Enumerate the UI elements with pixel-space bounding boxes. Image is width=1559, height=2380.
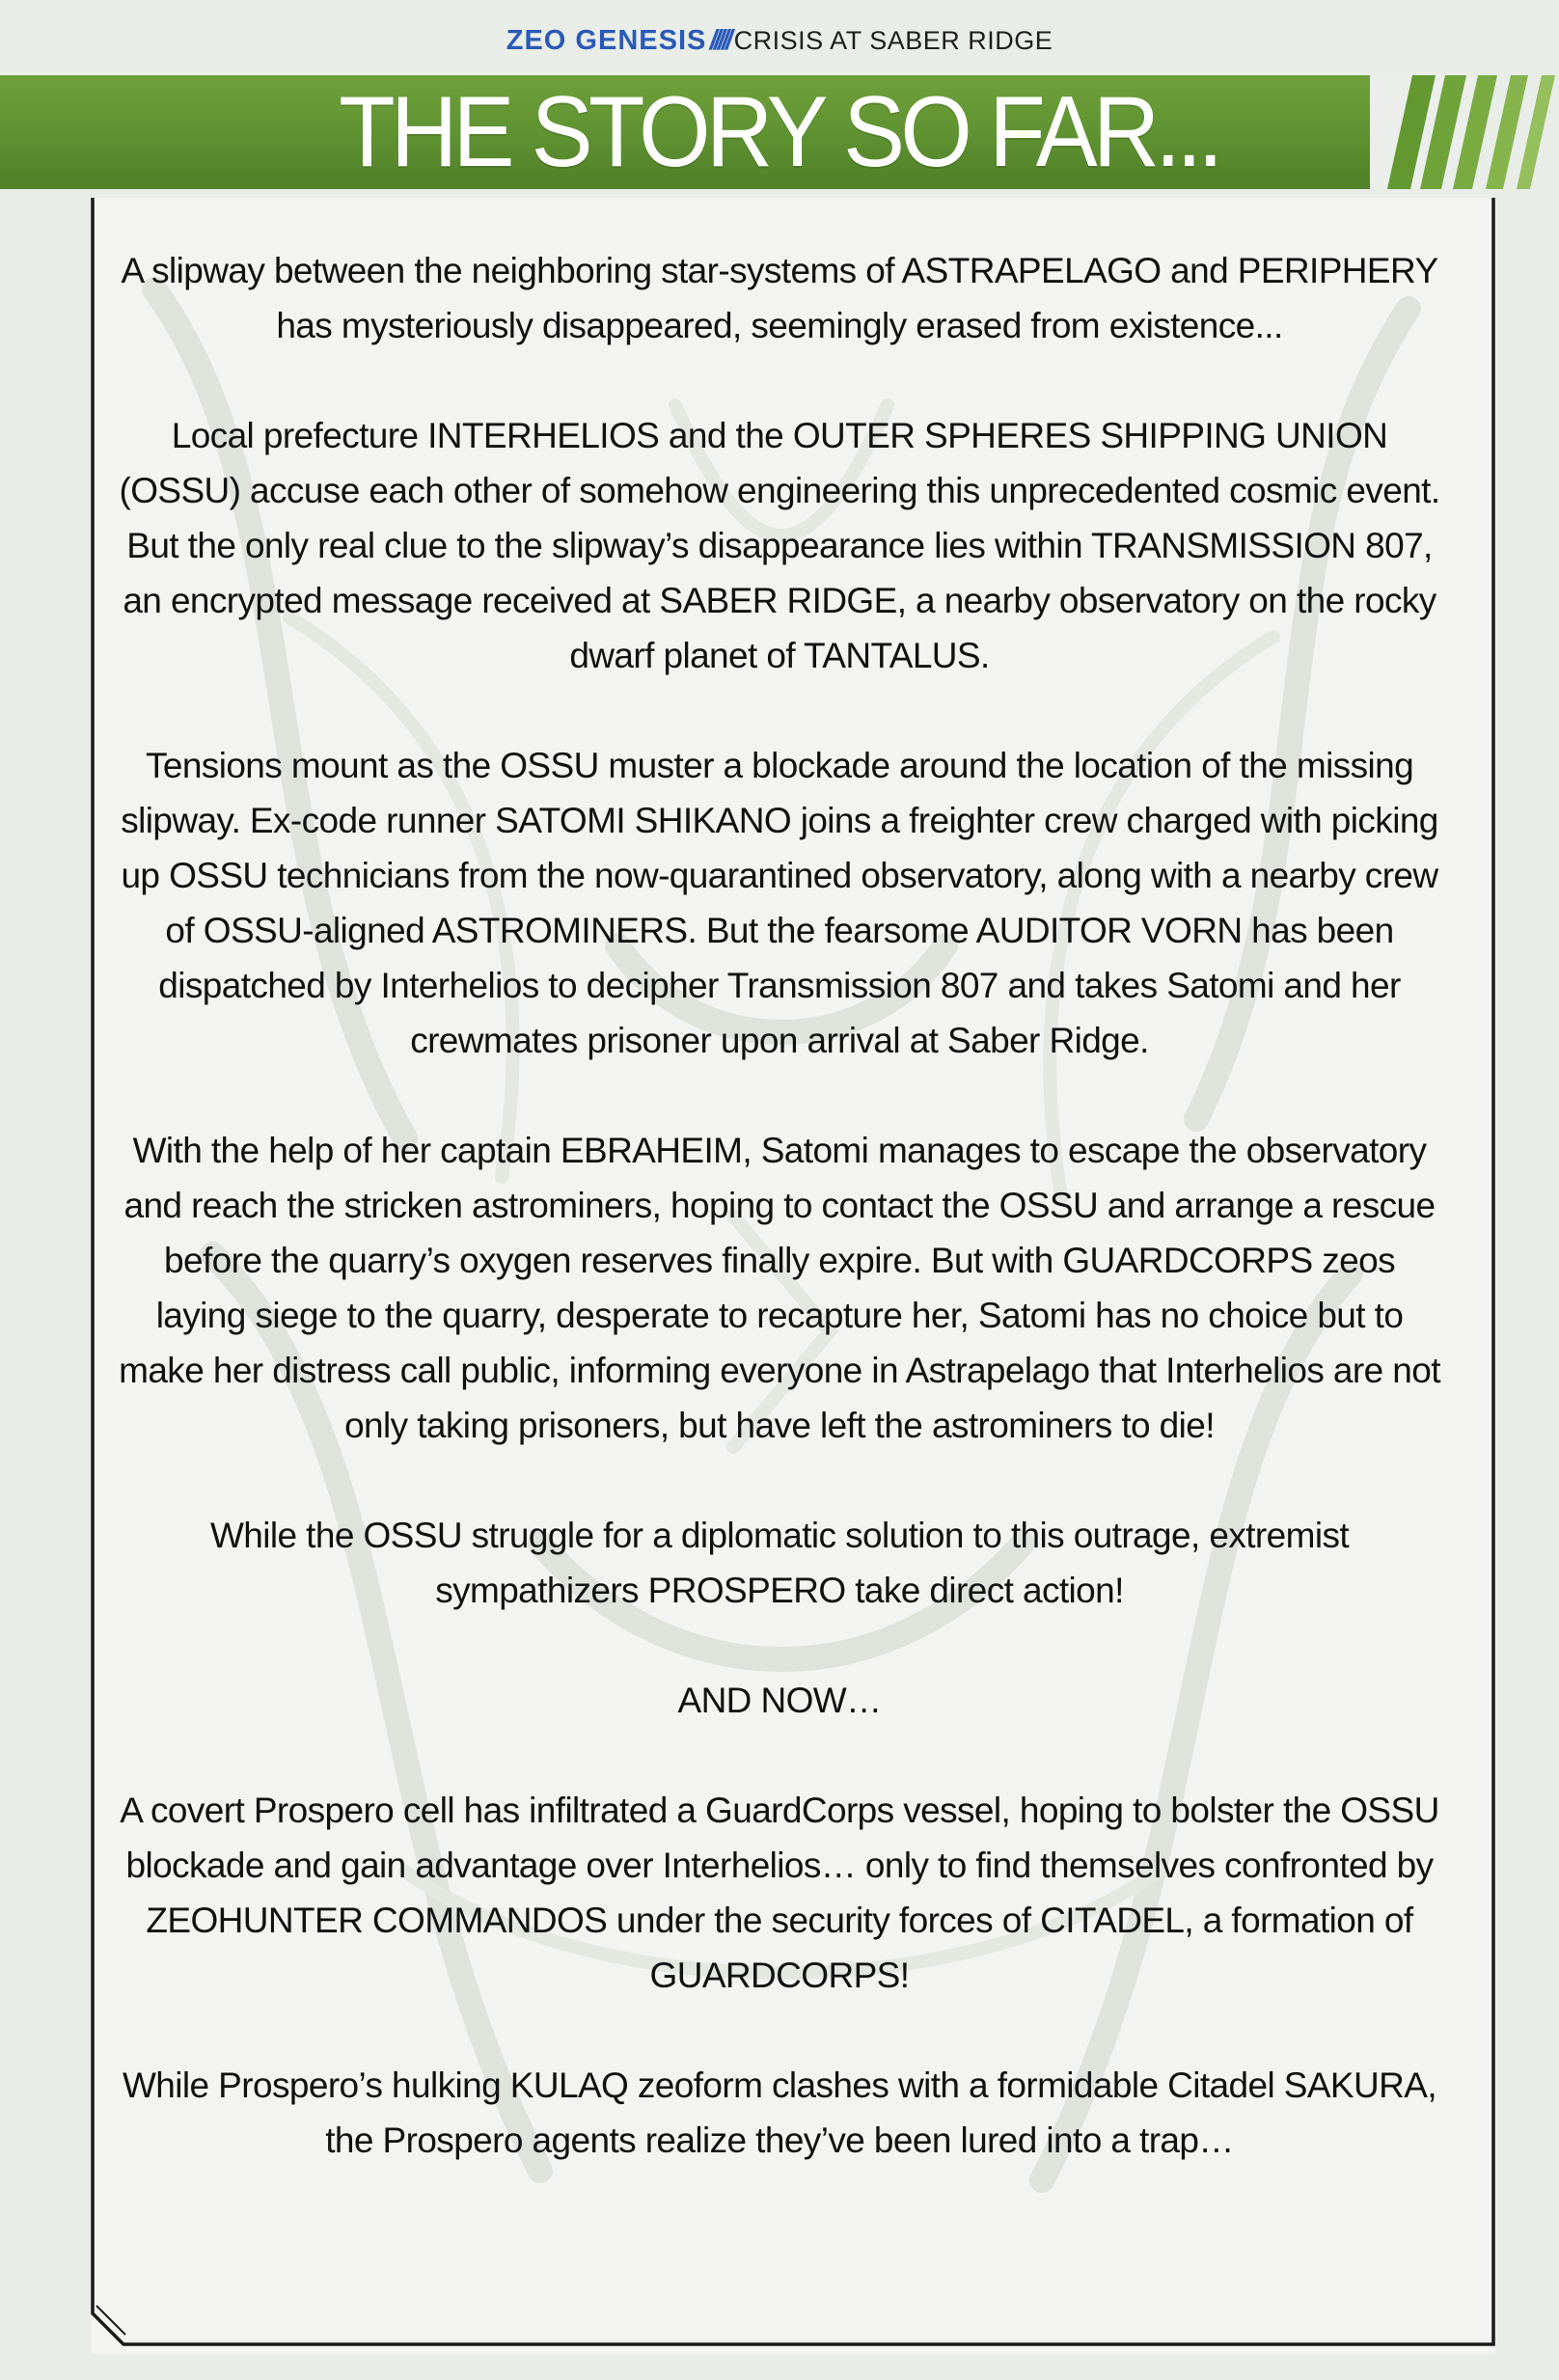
- series-slashes-logo: /////: [707, 25, 733, 56]
- story-paragraph-8: While Prospero’s hulking KULAQ zeoform clashes with a formidable Citadel SAKURA, the Prospero agents realize they’ve been lured into a trap…: [122, 2065, 1437, 2160]
- story-text: [116, 243, 1443, 2168]
- story-paragraph-4: With the help of her captain EBRAHEIM, Satomi manages to escape the observatory and reach the stricken astrominers, hoping to contact the OSSU and arrange a rescue before the quarry’s oxygen reserves finally expire. But with GUARDCORPS zeos laying siege to the quarry, desperate to recapture her, Satomi has no choice but to make her distress call public, informing everyone in Astrapelago that Interhelios are not only taking prisoners, but have left the astrominers to die!: [119, 1131, 1440, 1445]
- issue-title: CRISIS AT SABER RIDGE: [733, 26, 1053, 55]
- story-paragraph-2: Local prefecture INTERHELIOS and the OUTER SPHERES SHIPPING UNION (OSSU) accuse each other of somehow engineering this unprecedented cosmic event. But the only real clue to the slipway’s disappearance lies within TRANSMISSION 807, an encrypted message received at SABER RIDGE, a nearby observatory on the rocky dwarf planet of TANTALUS.: [119, 416, 1440, 675]
- series-header: [0, 21, 1559, 60]
- story-paragraph-7: A covert Prospero cell has infiltrated a GuardCorps vessel, hoping to bolster the OSSU blockade and gain advantage over Interhelios… only to find themselves confronted by ZEOHUNTER COMMANDOS under the security forces of CITADEL, a formation of GUARDCORPS!: [120, 1791, 1439, 1995]
- story-paragraph-3: Tensions mount as the OSSU muster a blockade around the location of the missing slipway. Ex-code runner SATOMI SHIKANO joins a freighter crew charged with picking up OSSU technicians from the now-quarantined observatory, along with a nearby crew of OSSU-aligned ASTROMINERS. But the fearsome AUDITOR VORN has been dispatched by Interhelios to decipher Transmission 807 and takes Satomi and her crewmates prisoner upon arrival at Saber Ridge.: [121, 746, 1438, 1060]
- page-title: THE STORY SO FAR...: [339, 76, 1219, 188]
- and-now-heading: AND NOW…: [677, 1681, 882, 1720]
- story-paragraph-1: A slipway between the neighboring star-systems of ASTRAPELAGO and PERIPHERY has mysteriously disappeared, seemingly erased from existence...: [121, 251, 1438, 345]
- story-paragraph-5: While the OSSU struggle for a diplomatic solution to this outrage, extremist sympathizers PROSPERO take direct action!: [209, 1516, 1350, 1610]
- series-name: ZEO GENESIS: [506, 25, 707, 56]
